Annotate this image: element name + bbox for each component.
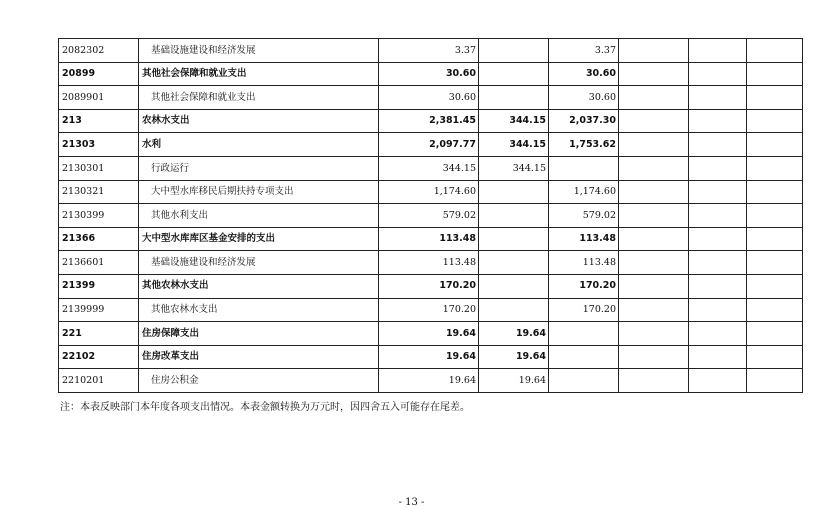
total-amount-cell: 113.48 bbox=[379, 251, 479, 275]
empty-cell bbox=[689, 204, 747, 228]
page-number: - 13 - bbox=[398, 497, 425, 508]
account-name-cell: 基础设施建设和经济发展 bbox=[139, 251, 379, 275]
account-code-cell: 21366 bbox=[59, 227, 139, 251]
total-amount-cell: 3.37 bbox=[379, 39, 479, 63]
table-row bbox=[59, 86, 803, 110]
table-row bbox=[59, 369, 803, 393]
empty-cell bbox=[689, 109, 747, 133]
empty-cell bbox=[689, 39, 747, 63]
empty-cell bbox=[689, 156, 747, 180]
account-name-cell: 大中型水库库区基金安排的支出 bbox=[139, 227, 379, 251]
basic-expenditure-cell bbox=[479, 180, 549, 204]
empty-cell bbox=[747, 62, 803, 86]
account-code-cell: 20899 bbox=[59, 62, 139, 86]
project-expenditure-cell: 30.60 bbox=[549, 62, 619, 86]
empty-cell bbox=[619, 227, 689, 251]
project-expenditure-cell: 1,174.60 bbox=[549, 180, 619, 204]
project-expenditure-cell: 1,753.62 bbox=[549, 133, 619, 157]
project-expenditure-cell: 2,037.30 bbox=[549, 109, 619, 133]
empty-cell bbox=[619, 109, 689, 133]
empty-cell bbox=[747, 86, 803, 110]
empty-cell bbox=[619, 86, 689, 110]
account-name-cell: 其他社会保障和就业支出 bbox=[139, 62, 379, 86]
empty-cell bbox=[747, 345, 803, 369]
project-expenditure-cell bbox=[549, 322, 619, 346]
total-amount-cell: 2,381.45 bbox=[379, 109, 479, 133]
empty-cell bbox=[619, 251, 689, 275]
project-expenditure-cell: 3.37 bbox=[549, 39, 619, 63]
account-code-cell: 2130399 bbox=[59, 204, 139, 228]
table-row bbox=[59, 133, 803, 157]
empty-cell bbox=[747, 39, 803, 63]
table-row bbox=[59, 204, 803, 228]
empty-cell bbox=[619, 322, 689, 346]
basic-expenditure-cell bbox=[479, 39, 549, 63]
account-code-cell: 21399 bbox=[59, 274, 139, 298]
empty-cell bbox=[689, 86, 747, 110]
table-row bbox=[59, 298, 803, 322]
empty-cell bbox=[619, 298, 689, 322]
total-amount-cell: 1,174.60 bbox=[379, 180, 479, 204]
empty-cell bbox=[747, 298, 803, 322]
project-expenditure-cell: 170.20 bbox=[549, 298, 619, 322]
project-expenditure-cell: 113.48 bbox=[549, 251, 619, 275]
empty-cell bbox=[747, 251, 803, 275]
total-amount-cell: 170.20 bbox=[379, 298, 479, 322]
account-name-cell: 其他水利支出 bbox=[139, 204, 379, 228]
table-row bbox=[59, 251, 803, 275]
table-row bbox=[59, 109, 803, 133]
empty-cell bbox=[689, 133, 747, 157]
table-row bbox=[59, 274, 803, 298]
empty-cell bbox=[747, 180, 803, 204]
empty-cell bbox=[689, 62, 747, 86]
empty-cell bbox=[747, 204, 803, 228]
empty-cell bbox=[689, 180, 747, 204]
empty-cell bbox=[747, 369, 803, 393]
basic-expenditure-cell: 344.15 bbox=[479, 109, 549, 133]
basic-expenditure-cell: 19.64 bbox=[479, 322, 549, 346]
account-name-cell: 其他农林水支出 bbox=[139, 274, 379, 298]
project-expenditure-cell bbox=[549, 345, 619, 369]
basic-expenditure-cell: 19.64 bbox=[479, 369, 549, 393]
account-code-cell: 21303 bbox=[59, 133, 139, 157]
project-expenditure-cell bbox=[549, 369, 619, 393]
account-name-cell: 大中型水库移民后期扶持专项支出 bbox=[139, 180, 379, 204]
empty-cell bbox=[747, 133, 803, 157]
empty-cell bbox=[619, 39, 689, 63]
account-name-cell: 住房保障支出 bbox=[139, 322, 379, 346]
total-amount-cell: 19.64 bbox=[379, 369, 479, 393]
total-amount-cell: 30.60 bbox=[379, 62, 479, 86]
basic-expenditure-cell bbox=[479, 251, 549, 275]
table-row bbox=[59, 180, 803, 204]
table-row bbox=[59, 227, 803, 251]
total-amount-cell: 344.15 bbox=[379, 156, 479, 180]
account-name-cell: 行政运行 bbox=[139, 156, 379, 180]
empty-cell bbox=[619, 133, 689, 157]
table-body bbox=[59, 39, 803, 393]
account-name-cell: 住房改革支出 bbox=[139, 345, 379, 369]
table-footnote: 注：本表反映部门本年度各项支出情况。本表金额转换为万元时，因四舍五入可能存在尾差。 bbox=[60, 402, 470, 413]
empty-cell bbox=[689, 227, 747, 251]
empty-cell bbox=[689, 298, 747, 322]
empty-cell bbox=[747, 109, 803, 133]
account-name-cell: 农林水支出 bbox=[139, 109, 379, 133]
empty-cell bbox=[619, 369, 689, 393]
account-name-cell: 其他社会保障和就业支出 bbox=[139, 86, 379, 110]
basic-expenditure-cell bbox=[479, 274, 549, 298]
empty-cell bbox=[689, 345, 747, 369]
account-code-cell: 2130321 bbox=[59, 180, 139, 204]
empty-cell bbox=[619, 62, 689, 86]
total-amount-cell: 579.02 bbox=[379, 204, 479, 228]
empty-cell bbox=[619, 345, 689, 369]
empty-cell bbox=[747, 227, 803, 251]
account-code-cell: 2210201 bbox=[59, 369, 139, 393]
project-expenditure-cell: 30.60 bbox=[549, 86, 619, 110]
table-row bbox=[59, 62, 803, 86]
empty-cell bbox=[747, 322, 803, 346]
account-code-cell: 2136601 bbox=[59, 251, 139, 275]
empty-cell bbox=[747, 274, 803, 298]
account-code-cell: 2139999 bbox=[59, 298, 139, 322]
basic-expenditure-cell bbox=[479, 86, 549, 110]
project-expenditure-cell: 579.02 bbox=[549, 204, 619, 228]
empty-cell bbox=[689, 274, 747, 298]
total-amount-cell: 113.48 bbox=[379, 227, 479, 251]
total-amount-cell: 30.60 bbox=[379, 86, 479, 110]
table-row bbox=[59, 156, 803, 180]
account-code-cell: 213 bbox=[59, 109, 139, 133]
empty-cell bbox=[689, 369, 747, 393]
account-code-cell: 2082302 bbox=[59, 39, 139, 63]
basic-expenditure-cell bbox=[479, 62, 549, 86]
project-expenditure-cell bbox=[549, 156, 619, 180]
basic-expenditure-cell bbox=[479, 204, 549, 228]
total-amount-cell: 170.20 bbox=[379, 274, 479, 298]
expenditure-table bbox=[58, 38, 803, 393]
table-row bbox=[59, 322, 803, 346]
total-amount-cell: 2,097.77 bbox=[379, 133, 479, 157]
table-row bbox=[59, 39, 803, 63]
basic-expenditure-cell: 344.15 bbox=[479, 133, 549, 157]
basic-expenditure-cell: 344.15 bbox=[479, 156, 549, 180]
empty-cell bbox=[619, 204, 689, 228]
project-expenditure-cell: 113.48 bbox=[549, 227, 619, 251]
empty-cell bbox=[619, 180, 689, 204]
empty-cell bbox=[689, 322, 747, 346]
basic-expenditure-cell bbox=[479, 298, 549, 322]
account-name-cell: 基础设施建设和经济发展 bbox=[139, 39, 379, 63]
account-code-cell: 2130301 bbox=[59, 156, 139, 180]
empty-cell bbox=[689, 251, 747, 275]
account-name-cell: 住房公积金 bbox=[139, 369, 379, 393]
basic-expenditure-cell: 19.64 bbox=[479, 345, 549, 369]
empty-cell bbox=[619, 274, 689, 298]
empty-cell bbox=[747, 156, 803, 180]
total-amount-cell: 19.64 bbox=[379, 322, 479, 346]
account-code-cell: 221 bbox=[59, 322, 139, 346]
table-row bbox=[59, 345, 803, 369]
project-expenditure-cell: 170.20 bbox=[549, 274, 619, 298]
account-code-cell: 2089901 bbox=[59, 86, 139, 110]
empty-cell bbox=[619, 156, 689, 180]
total-amount-cell: 19.64 bbox=[379, 345, 479, 369]
account-name-cell: 水利 bbox=[139, 133, 379, 157]
account-name-cell: 其他农林水支出 bbox=[139, 298, 379, 322]
account-code-cell: 22102 bbox=[59, 345, 139, 369]
basic-expenditure-cell bbox=[479, 227, 549, 251]
